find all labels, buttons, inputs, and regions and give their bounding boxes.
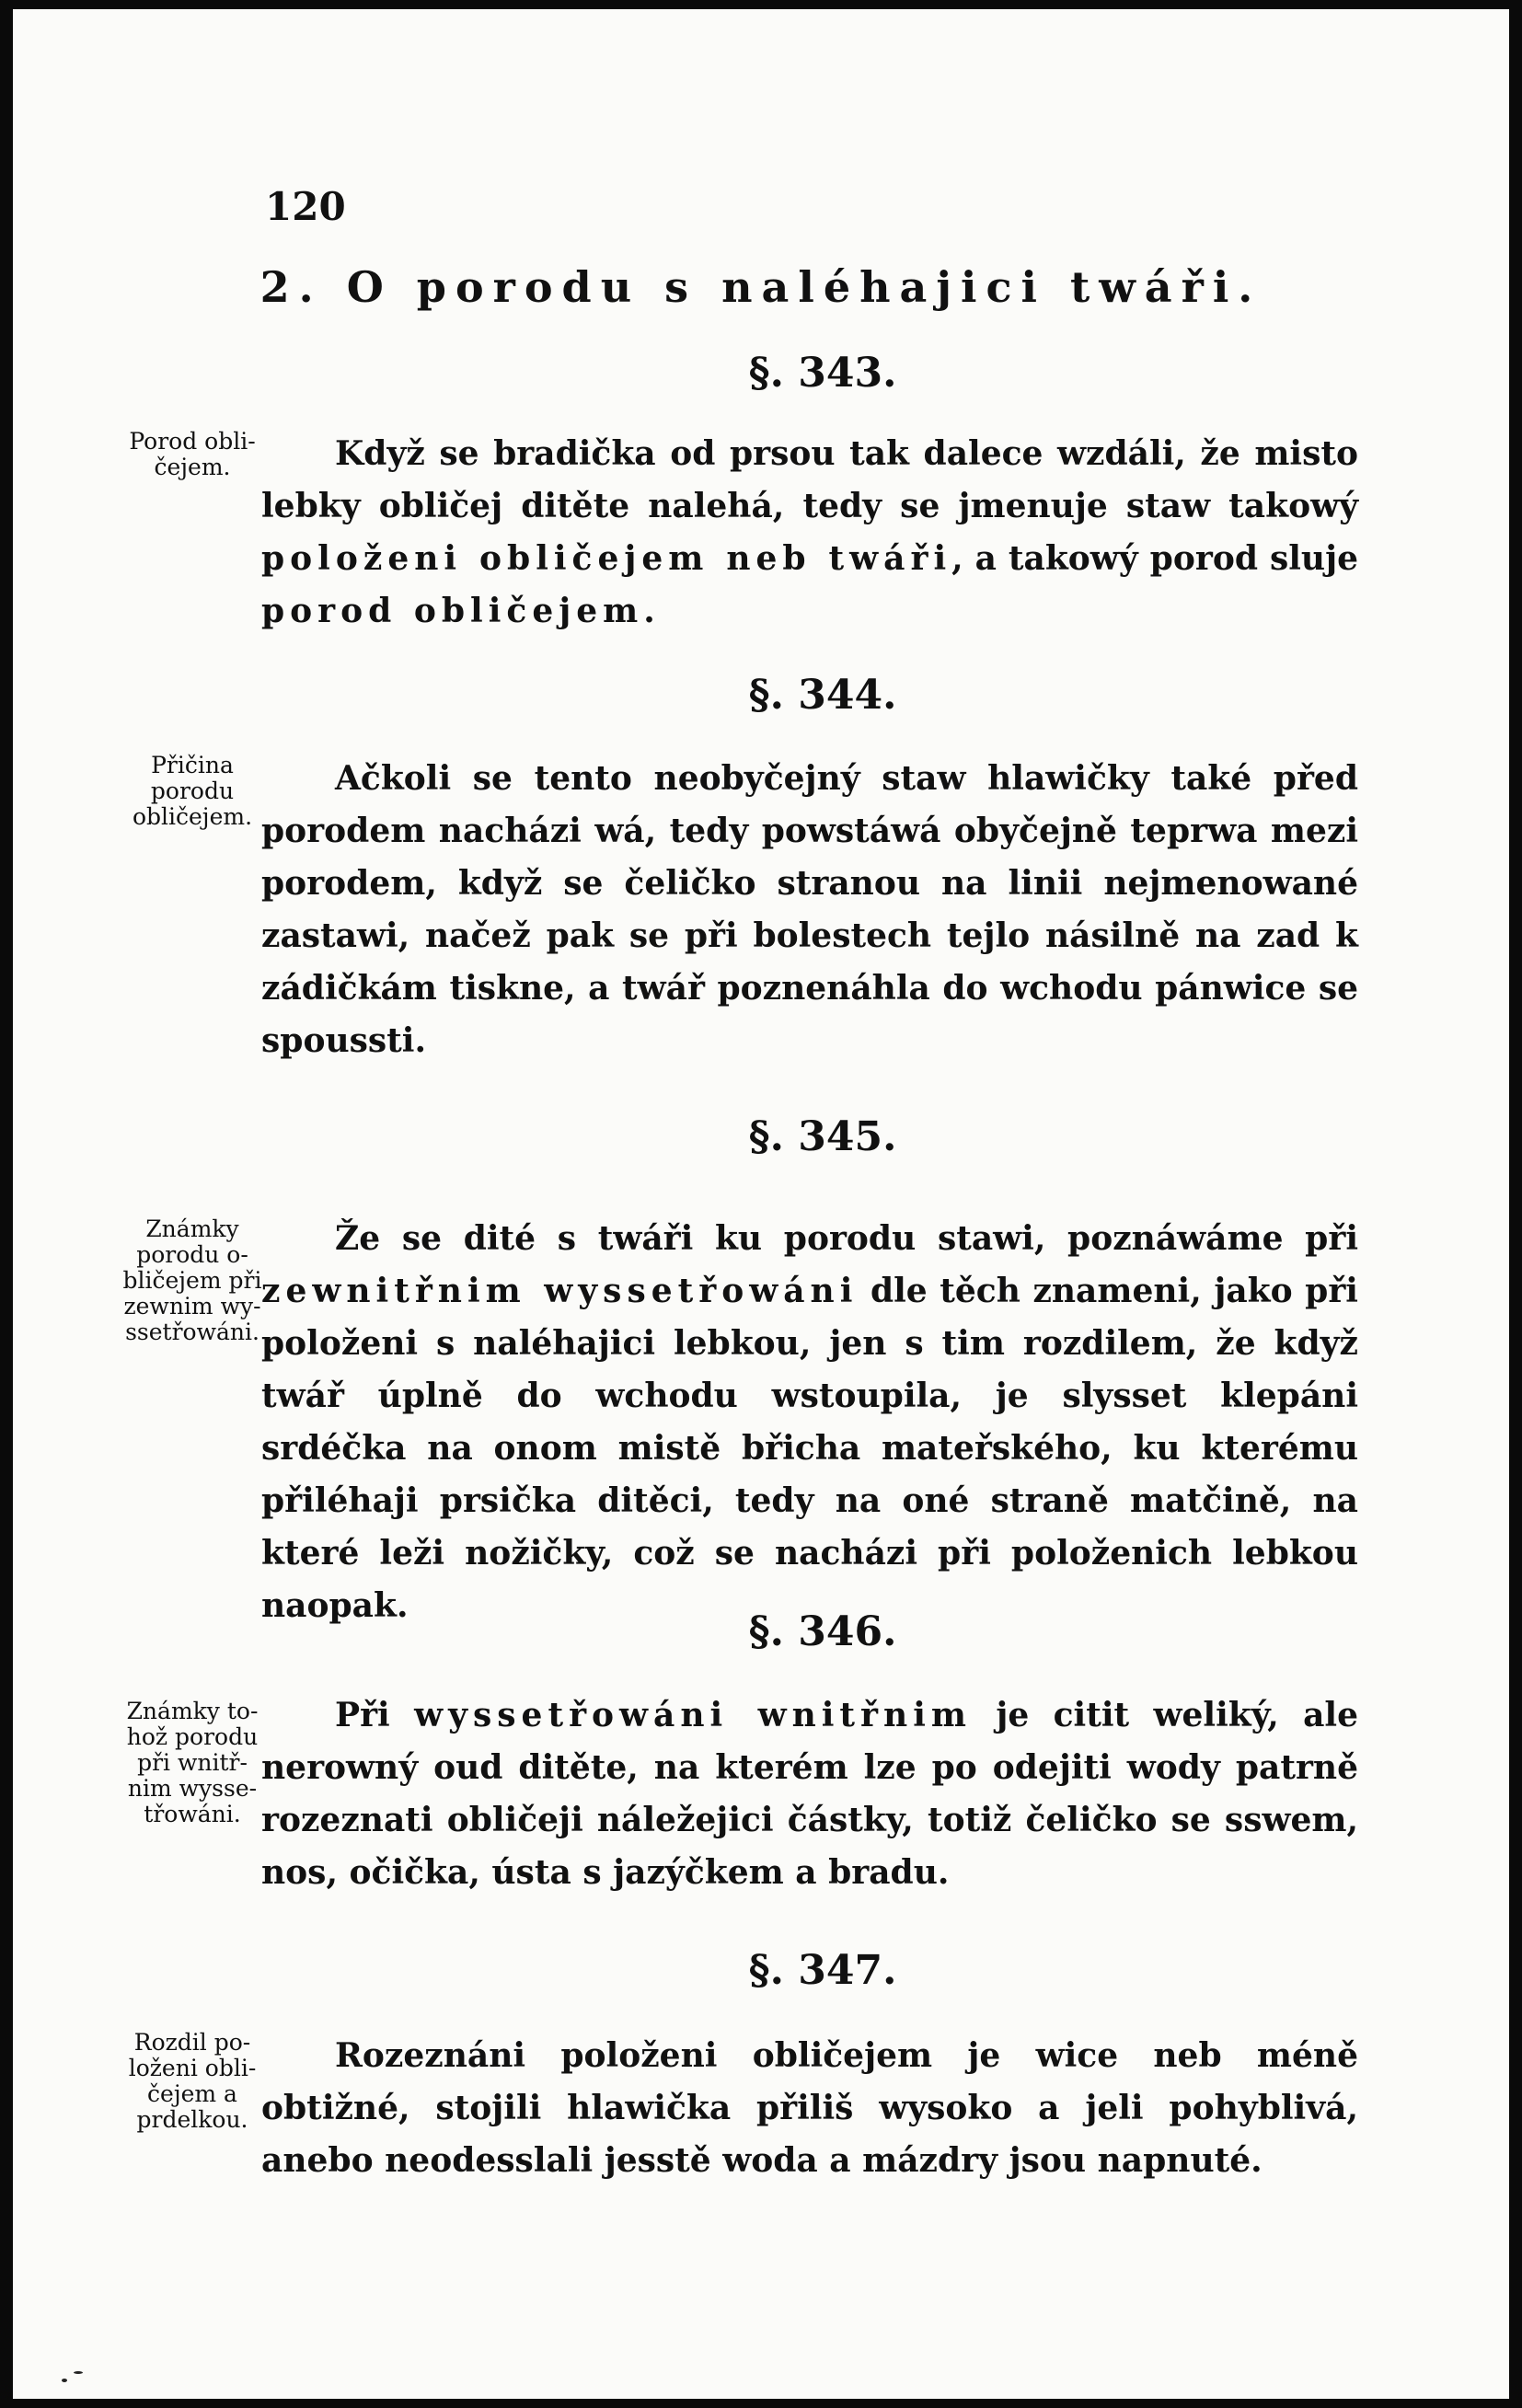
paragraph-segment: Když se bradička od prsou tak dalece wzdáli, že misto lebky obličej ditěte nalehá, tedy se jmenuje staw takowý <box>261 434 1358 525</box>
chapter-title: 2. O porodu s naléhajici twáři. <box>259 262 1263 312</box>
emphasis-segment: položeni obličejem neb twáři <box>261 539 952 578</box>
margin-note-347: Rozdil po- loženi obli- čejem a prdelkou. <box>128 2029 257 2133</box>
paragraph-segment: Že se dité s twáři ku porodu stawi, poznáwáme při <box>335 1219 1358 1258</box>
scan-speck <box>74 2371 83 2374</box>
paragraph-345 <box>261 1213 1358 1632</box>
margin-note-343: Porod obli- čejem. <box>129 428 256 480</box>
book-page <box>13 9 1509 2399</box>
emphasis-segment: zewnitřnim wyssetřowáni <box>261 1272 859 1310</box>
paragraph-segment: , a takowý porod sluje <box>951 539 1358 578</box>
section-number-343: §. 343. <box>748 350 897 397</box>
margin-note-346: Známky to- hož porodu při wnitř- nim wysse- třowáni. <box>126 1698 259 1827</box>
paragraph-segment: Rozeznáni položeni obličejem je wice neb méně obtižné, stojili hlawička přiliš wysoko a jeli pohyblivá, anebo neodesslali jesstě woda a mázdry jsou napnuté. <box>261 2036 1358 2180</box>
paragraph-343 <box>261 428 1358 638</box>
section-number-346: §. 346. <box>748 1608 897 1655</box>
paragraph-segment: Při <box>335 1696 415 1734</box>
paragraph-344 <box>261 753 1358 1067</box>
paragraph-segment: dle těch znameni, jako při položeni s naléhajici lebkou, jen s tim rozdilem, že když twář úplně do wchodu wstoupila, je slysset klepáni srdéčka na onom mistě břicha mateřského, ku kterému přiléhaji prsička ditěci, tedy na oné straně matčině, na které leži nožičky, což se nacházi při položenich lebkou naopak. <box>261 1272 1358 1625</box>
paragraph-segment: Ačkoli se tento neobyčejný staw hlawičky také před porodem nacházi wá, tedy powstáwá obyčejně teprwa mezi porodem, když se čeličko stranou na linii nejmenowané zastawi, načež pak se při bolestech tejlo násilně na zad k zádičkám tiskne, a twář poznenáhla do wchodu pánwice se spoussti. <box>261 759 1358 1060</box>
margin-note-345: Známky porodu o- bličejem při zewnim wy- ssetřowáni. <box>122 1216 262 1345</box>
page-number: 120 <box>265 184 346 229</box>
section-number-345: §. 345. <box>748 1113 897 1160</box>
section-number-347: §. 347. <box>748 1947 897 1994</box>
paragraph-346 <box>261 1689 1358 1899</box>
margin-note-344: Přičina porodu obličejem. <box>132 752 253 830</box>
section-number-344: §. 344. <box>748 672 897 719</box>
paragraph-347 <box>261 2030 1358 2187</box>
scan-speck <box>62 2379 67 2382</box>
emphasis-segment: porod obličejem. <box>261 592 661 630</box>
emphasis-segment: wyssetřowáni wnitřnim <box>414 1696 972 1734</box>
paragraph-segment: je citit weliký, ale nerowný oud ditěte, na kterém lze po odejiti wody patrně rozeznati obličeji náležejici částky, totiž čeličko se sswem, nos, očička, ústa s jazýčkem a bradu. <box>261 1696 1359 1892</box>
